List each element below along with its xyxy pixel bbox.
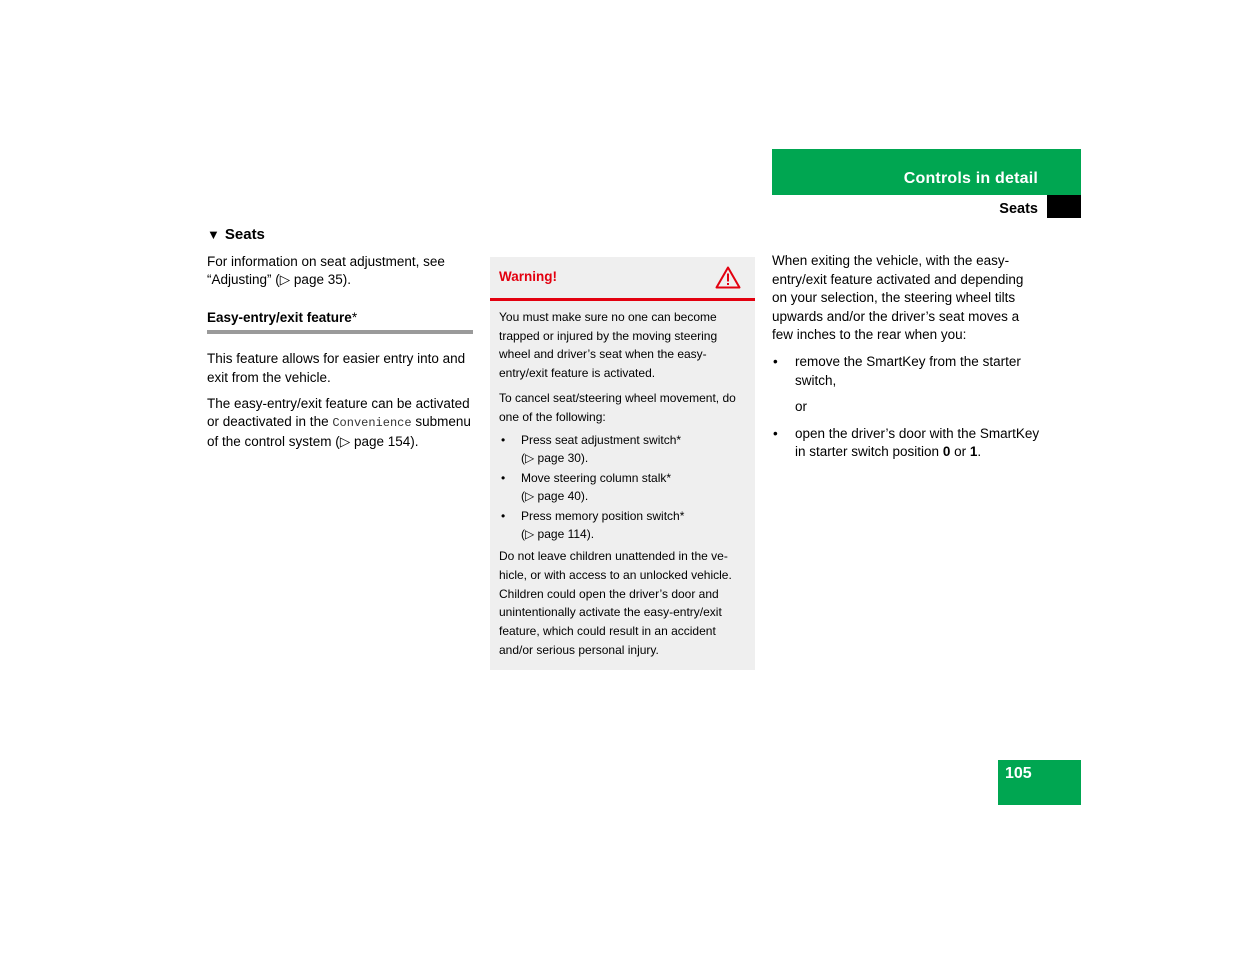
exit-list [772,353,1040,390]
left-column [207,226,473,458]
warning-paragraph-3: Do not leave children unattended in the ve-hicle, or with access to an unlocked vehicle. Children could open the driver’s door and unintentionally activate the easy-entry/exit feature, which could result in an accident and/or serious personal injury. [499,549,732,657]
page-ref-arrow-icon: ▷ [279,272,291,288]
menu-name: Convenience [332,416,412,431]
list-item: • Move steering column stalk* (▷ page 40). [499,470,745,505]
warning-box [490,257,755,670]
list-item: • open the driver’s door with the SmartKey in starter switch position 0 or 1. [772,425,1040,462]
page-ref-arrow-icon: ▷ [339,433,351,449]
right-column [772,252,1040,462]
exit-list-2 [772,425,1040,462]
or-text: or [795,399,808,415]
triangle-down-icon: ▼ [207,227,220,242]
page-number: 105 [1005,765,1032,782]
list-item: • remove the SmartKey from the starter switch, [772,353,1040,390]
warning-label: Warning! [499,269,557,285]
warning-paragraph-1: You must make sure no one can become trapped or injured by the moving steering wheel and driver’s seat when the easy-entry/exit feature is activated. [499,310,718,381]
section-heading [207,226,473,245]
list-item: • Press seat adjustment switch* (▷ page 30). [499,432,745,467]
section-marker [1047,195,1081,218]
subheading: Easy-entry/exit feature* [207,309,473,335]
feature-paragraph: This feature allows for easier entry into and exit from the vehicle. [207,351,466,385]
intro-paragraph: For information on seat adjustment, see “Adjusting” (▷ page 35). [207,253,445,288]
warning-body [490,301,755,659]
warning-paragraph-2: To cancel seat/steering wheel movement, do one of the following: [499,390,736,424]
warning-header [490,257,755,301]
chapter-title: Controls in detail [903,170,1038,187]
warning-triangle-icon [715,266,741,289]
section-title: Seats [999,201,1038,217]
list-item: • Press memory position switch* (▷ page 114). [499,508,745,543]
exit-paragraph: When exiting the vehicle, with the easy-entry/exit feature activated and depending on your selection, the steering wheel tilts upwards and/or the driver’s seat moves a few inches to the rear when you: [772,253,1024,343]
section-heading-text: Seats [224,226,265,243]
activation-paragraph: The easy-entry/exit feature can be activated or deactivated in the Convenience submenu of the control system (▷ page 154). [207,395,471,449]
warning-list [499,432,745,543]
